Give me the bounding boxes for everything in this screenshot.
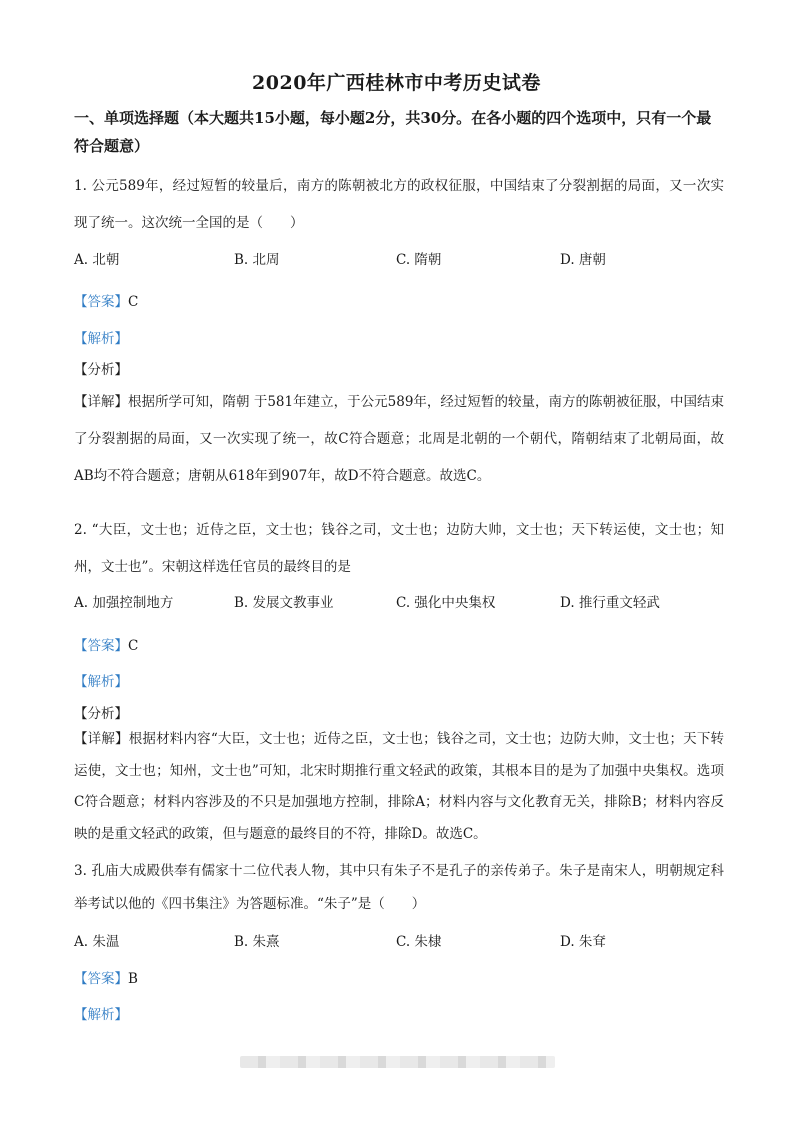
question-2-options (74, 591, 724, 613)
answer-value: C (128, 638, 139, 654)
detail-label: 【详解】 (74, 394, 129, 410)
fenxi-label-2: 【分析】 (74, 706, 128, 722)
page-title: 2020年广西桂林市中考历史试卷 (252, 72, 541, 94)
answer-value: B (128, 971, 138, 987)
jiexi-label-2: 【解析】 (74, 674, 128, 690)
answer-line-1 (74, 290, 138, 310)
jiexi-label-3: 【解析】 (74, 1007, 128, 1023)
question-2-stem: 2. “大臣，文士也；近侍之臣，文士也；钱谷之司，文士也；边防大帅，文士也；天下转运使，文士也；知州，文士也”。宋朝这样选任官员的最终目的是 (74, 522, 724, 575)
question-3-stem: 3. 孔庙大成殿供奉有儒家十二位代表人物，其中只有朱子不是孔子的亲传弟子。朱子是南宋人，明朝规定科举考试以他的《四书集注》为答题标准。“朱子”是（ ） (74, 863, 724, 912)
fenxi-label-1: 【分析】 (74, 362, 128, 378)
option-c: C. 隋朝 (396, 252, 442, 268)
detail-label: 【详解】 (74, 731, 129, 747)
blurred-footer-watermark (240, 1056, 555, 1068)
option-d: D. 朱耷 (560, 934, 606, 950)
option-b: B. 朱熹 (234, 934, 280, 950)
answer-label: 【答案】 (74, 638, 128, 654)
detail-text: 根据材料内容“大臣，文士也；近侍之臣，文士也；钱谷之司，文士也；边防大帅，文士也；天下转运使，文士也；知州，文士也”可知，北宋时期推行重文轻武的政策，其根本目的是为了加强中央集权。选项C符合题意；材料内容涉及的不只是加强地方控制，排除A；材料内容与文化教育无关，排除B；材料内容反映的是重文轻武的政策，但与题意的最终目的不符，排除D。故选C。 (74, 731, 724, 842)
answer-line-3 (74, 967, 138, 987)
question-1-options (74, 248, 724, 270)
answer-line-2 (74, 634, 138, 654)
answer-label: 【答案】 (74, 971, 128, 987)
section-heading: 一、单项选择题（本大题共15小题，每小题2分，共30分。在各小题的四个选项中，只有一个最符合题意） (74, 109, 712, 155)
question-1-stem: 1. 公元589年，经过短暂的较量后，南方的陈朝被北方的政权征服，中国结束了分裂割据的局面，又一次实现了统一。这次统一全国的是（ ） (74, 178, 724, 231)
question-3-options (74, 930, 724, 952)
option-a: A. 朱温 (74, 934, 120, 950)
detail-1 (74, 384, 724, 495)
option-c: C. 朱棣 (396, 934, 442, 950)
answer-value: C (128, 294, 139, 310)
option-c: C. 强化中央集权 (396, 595, 496, 611)
option-a: A. 加强控制地方 (74, 595, 174, 611)
option-d: D. 唐朝 (560, 252, 606, 268)
option-b: B. 发展文教事业 (234, 595, 334, 611)
option-b: B. 北周 (234, 252, 280, 268)
option-d: D. 推行重文轻武 (560, 595, 660, 611)
detail-2 (74, 724, 724, 850)
option-a: A. 北朝 (74, 252, 120, 268)
jiexi-label-1: 【解析】 (74, 331, 128, 347)
answer-label: 【答案】 (74, 294, 128, 310)
detail-text: 根据所学可知，隋朝 于581年建立，于公元589年，经过短暂的较量，南方的陈朝被征服，中国结束了分裂割据的局面，又一次实现了统一，故C符合题意；北周是北朝的一个朝代，隋朝结束了北朝局面，故AB均不符合题意；唐朝从618年到907年，故D不符合题意。故选C。 (74, 394, 724, 484)
